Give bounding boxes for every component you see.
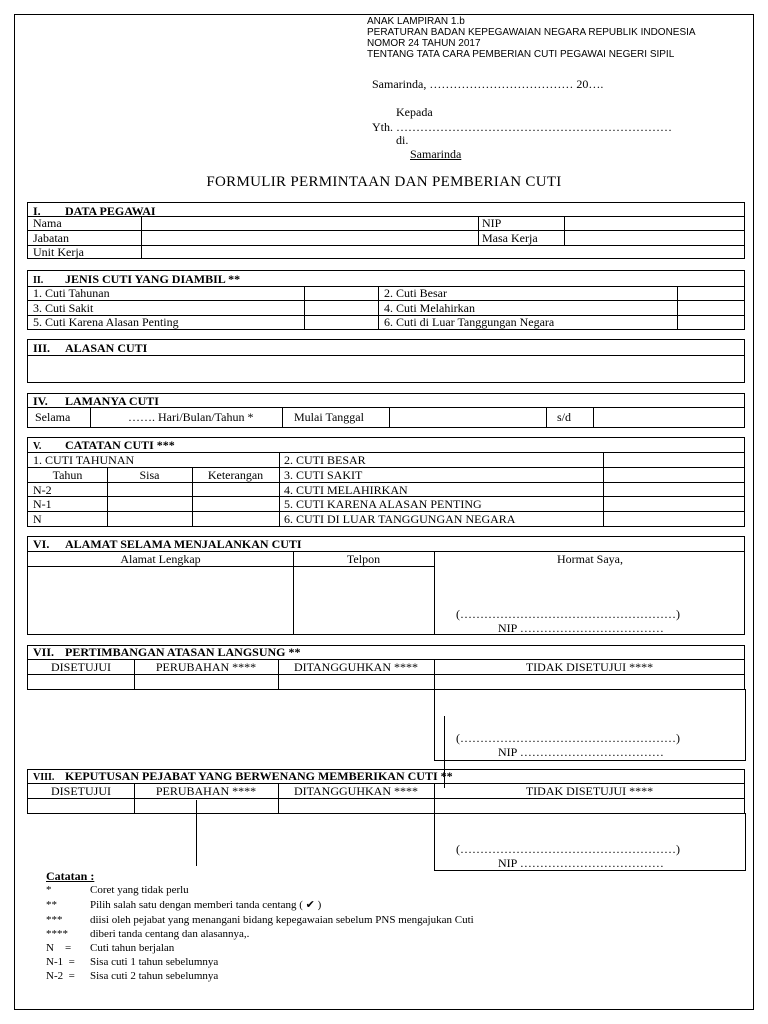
ditangguhkan-checkbox[interactable] [279,799,434,812]
stray-line [196,800,197,866]
form-title: FORMULIR PERMINTAAN DAN PEMBERIAN CUTI [206,174,562,190]
nip-signature: NIP ……………………………… [498,621,664,635]
end-date-input[interactable] [594,408,744,427]
cuti-melahirkan-checkbox[interactable] [678,301,744,314]
note-key: * [46,884,52,896]
perubahan-col: PERUBAHAN **** [155,660,257,674]
unit-kerja-input[interactable] [142,246,744,259]
ditangguhkan-col: DITANGGUHKAN **** [293,784,419,798]
section-title: II. JENIS CUTI YANG DIAMBIL ** [33,272,241,286]
selama-label: Selama [35,410,71,424]
tidak-disetujui-checkbox[interactable] [435,675,744,688]
cuti-sakit-checkbox[interactable] [305,301,377,314]
year-row-label: N-1 [33,497,52,511]
masa-kerja-input[interactable] [565,231,744,244]
catatan-cuti-alasan-penting: 5. CUTI KARENA ALASAN PENTING [284,497,482,511]
catatan-cuti-melahirkan: 4. CUTI MELAHIRKAN [284,483,408,497]
ditangguhkan-checkbox[interactable] [279,675,434,688]
year-row-label: N-2 [33,483,52,497]
telpon-input[interactable] [294,567,433,634]
perubahan-checkbox[interactable] [135,799,278,812]
cuti-melahirkan-option: 4. Cuti Melahirkan [384,301,475,315]
signature-line[interactable]: (………………………………………………) [456,842,680,856]
perubahan-checkbox[interactable] [135,675,278,688]
kepada-label: Kepada [396,105,433,119]
cuti-besar-option: 2. Cuti Besar [384,286,447,300]
tidak-disetujui-col: TIDAK DISETUJUI **** [525,784,654,798]
note-key: N-1 = [46,956,75,968]
year-row-label: N [33,512,42,526]
tidak-disetujui-col: TIDAK DISETUJUI **** [525,660,654,674]
section-title: IV. LAMANYA CUTI [33,394,159,408]
section-title: VIII. KEPUTUSAN PEJABAT YANG BERWENANG MEMBERIKAN CUTI ** [33,769,453,783]
header-line: PERATURAN BADAN KEPEGAWAIAN NEGARA REPUBLIK INDONESIA [367,27,696,38]
tidak-disetujui-checkbox[interactable] [435,799,744,812]
cuti-tahunan-checkbox[interactable] [305,287,377,300]
section-title: III. ALASAN CUTI [33,341,148,355]
catatan-title: Catatan : [46,869,95,883]
section-title: I. DATA PEGAWAI [33,204,156,218]
ditangguhkan-col: DITANGGUHKAN **** [293,660,419,674]
note-key: ** [46,899,57,911]
catatan-cuti-besar: 2. CUTI BESAR [284,453,366,467]
cuti-tahunan-option: 1. Cuti Tahunan [33,286,110,300]
note-text: Coret yang tidak perlu [90,884,189,896]
alamat-input[interactable] [28,567,292,634]
header-line: NOMOR 24 TAHUN 2017 [367,38,481,49]
nama-label: Nama [33,216,62,230]
cuti-alasan-penting-checkbox[interactable] [305,316,377,329]
cuti-besar-checkbox[interactable] [678,287,744,300]
cuti-alasan-penting-option: 5. Cuti Karena Alasan Penting [33,315,179,329]
perubahan-col: PERUBAHAN **** [155,784,257,798]
note-text: Pilih salah satu dengan memberi tanda centang ( ✔ ) [90,899,322,911]
di-label: di. [396,133,409,147]
section-title: V. CATATAN CUTI *** [33,438,175,452]
addressee-field[interactable]: Yth. …………………………………………………………… [372,120,672,134]
start-date-input[interactable] [390,408,545,427]
hormat-saya-label: Hormat Saya, [557,552,623,566]
jabatan-input[interactable] [142,231,477,244]
note-text: Cuti tahun berjalan [90,942,175,954]
sisa-header: Sisa [139,468,160,482]
disetujui-col: DISETUJUI [51,784,111,798]
note-key: N-2 = [46,970,75,982]
regulation-header [367,16,696,60]
catatan-cuti-luar-tanggungan: 6. CUTI DI LUAR TANGGUNGAN NEGARA [284,512,516,526]
catatan-cuti-sakit: 3. CUTI SAKIT [284,468,363,482]
note-key: *** [46,914,63,926]
alamat-header: Alamat Lengkap [120,552,201,566]
note-key: **** [46,928,68,940]
alasan-cuti-input[interactable] [28,356,744,382]
disetujui-checkbox[interactable] [28,799,134,812]
cuti-sakit-option: 3. Cuti Sakit [33,301,94,315]
note-key: N = [46,942,72,954]
disetujui-col: DISETUJUI [51,660,111,674]
sd-label: s/d [557,410,572,424]
tahun-header: Tahun [52,468,83,482]
cuti-luar-tanggungan-option: 6. Cuti di Luar Tanggungan Negara [384,315,555,329]
header-line: ANAK LAMPIRAN 1.b [367,16,465,27]
nip-label: NIP [482,216,502,230]
nip-input[interactable] [565,217,744,230]
note-text: diberi tanda centang dan alasannya,. [90,928,250,940]
nip-signature: NIP ……………………………… [498,856,664,870]
keterangan-header: Keterangan [207,468,264,482]
signature-line[interactable]: (………………………………………………) [456,731,680,745]
nama-input[interactable] [142,217,477,230]
mulai-tanggal-label: Mulai Tanggal [294,410,364,424]
cuti-luar-tanggungan-checkbox[interactable] [678,316,744,329]
unit-kerja-label: Unit Kerja [33,245,84,259]
cuti-tahunan-header: 1. CUTI TAHUNAN [33,453,135,467]
note-text: Sisa cuti 1 tahun sebelumnya [90,956,219,968]
masa-kerja-label: Masa Kerja [482,231,538,245]
disetujui-checkbox[interactable] [28,675,134,688]
nip-signature: NIP ……………………………… [498,745,664,759]
header-line: TENTANG TATA CARA PEMBERIAN CUTI PEGAWAI NEGERI SIPIL [367,49,675,60]
jabatan-label: Jabatan [33,231,69,245]
signature-line[interactable]: (………………………………………………) [456,607,680,621]
note-text: diisi oleh pejabat yang menangani bidang kepegawaian sebelum PNS mengajukan Cuti [90,914,474,926]
note-text: Sisa cuti 2 tahun sebelumnya [90,970,219,982]
section-title: VI. ALAMAT SELAMA MENJALANKAN CUTI [33,537,302,551]
telpon-header: Telpon [346,552,381,566]
section-title: VII. PERTIMBANGAN ATASAN LANGSUNG ** [33,645,301,659]
place-date[interactable]: Samarinda, ……………………………… 20…. [372,77,604,91]
city-label: Samarinda [410,147,462,161]
duration-field[interactable]: ……. Hari/Bulan/Tahun * [128,410,254,424]
